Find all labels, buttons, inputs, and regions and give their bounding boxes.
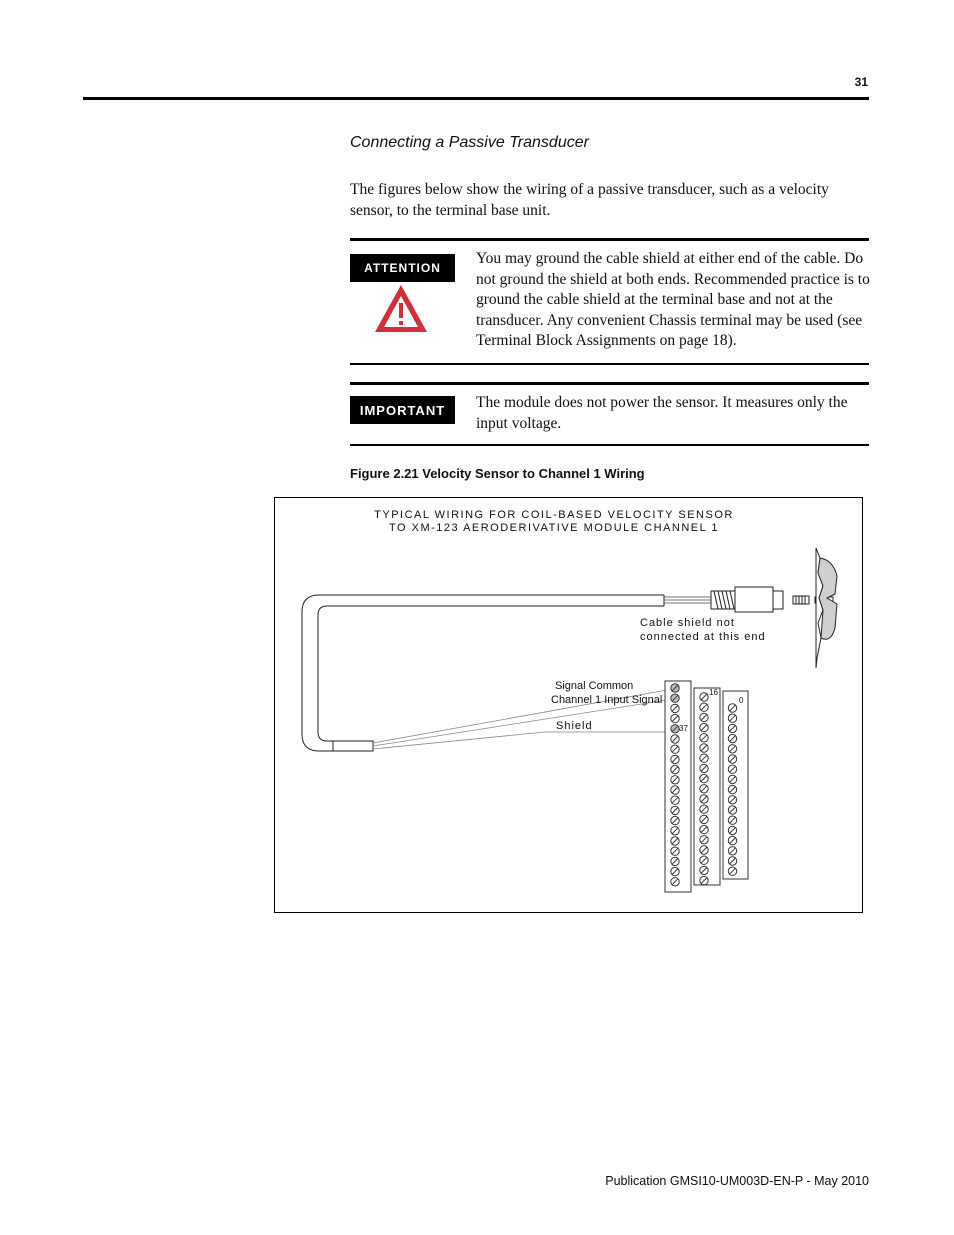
important-top-rule (350, 382, 869, 385)
figure-title-line1: TYPICAL WIRING FOR COIL-BASED VELOCITY SENSOR (374, 509, 734, 521)
warning-triangle-icon (373, 283, 429, 335)
attention-label: ATTENTION (350, 254, 455, 282)
cable-connector (711, 587, 783, 612)
sensor-cable (302, 595, 664, 751)
mounting-wall (816, 548, 837, 668)
wire-label-channel-input: Channel 1 Input Signal (551, 694, 663, 706)
wire-label-shield: Shield (556, 720, 593, 732)
cable-end-sleeve (333, 741, 373, 751)
attention-bottom-rule (350, 363, 869, 365)
cable-conductors (664, 597, 711, 603)
page-number: 31 (854, 75, 868, 89)
attention-text: You may ground the cable shield at either end of the cable. Do not ground the shield at both ends. Recommended practice is to ground the cable shield at the terminal base and not at the transducer. Any convenient Chassis terminal may be used (see Terminal Block Assignments on page 18). (476, 250, 870, 349)
attention-top-rule (350, 238, 869, 241)
important-bottom-rule (350, 444, 869, 446)
cable-note-line2: connected at this end (640, 631, 766, 643)
header-rule (83, 97, 869, 100)
section-heading: Connecting a Passive Transducer (350, 134, 589, 151)
terminal-label-0: 0 (739, 696, 744, 705)
wiring-diagram-canvas (275, 498, 862, 912)
wiring-diagram (274, 497, 863, 913)
important-label: IMPORTANT (350, 396, 455, 424)
figure-caption: Figure 2.21 Velocity Sensor to Channel 1 Wiring (350, 466, 645, 481)
cable-note-line1: Cable shield not (640, 617, 735, 629)
terminal-blocks (665, 681, 748, 892)
terminal-label-16: 16 (709, 688, 718, 697)
wire-label-signal-common: Signal Common (555, 680, 634, 692)
footer-publication: Publication GMSI10-UM003D-EN-P - May 2010 (605, 1174, 869, 1188)
important-text: The module does not power the sensor. It measures only the input voltage. (476, 394, 848, 432)
intro-paragraph: The figures below show the wiring of a passive transducer, such as a velocity sensor, to the terminal base unit. (350, 181, 829, 219)
terminal-label-37: 37 (679, 724, 688, 733)
figure-title-line2: TO XM-123 AERODERIVATIVE MODULE CHANNEL 1 (388, 522, 720, 534)
